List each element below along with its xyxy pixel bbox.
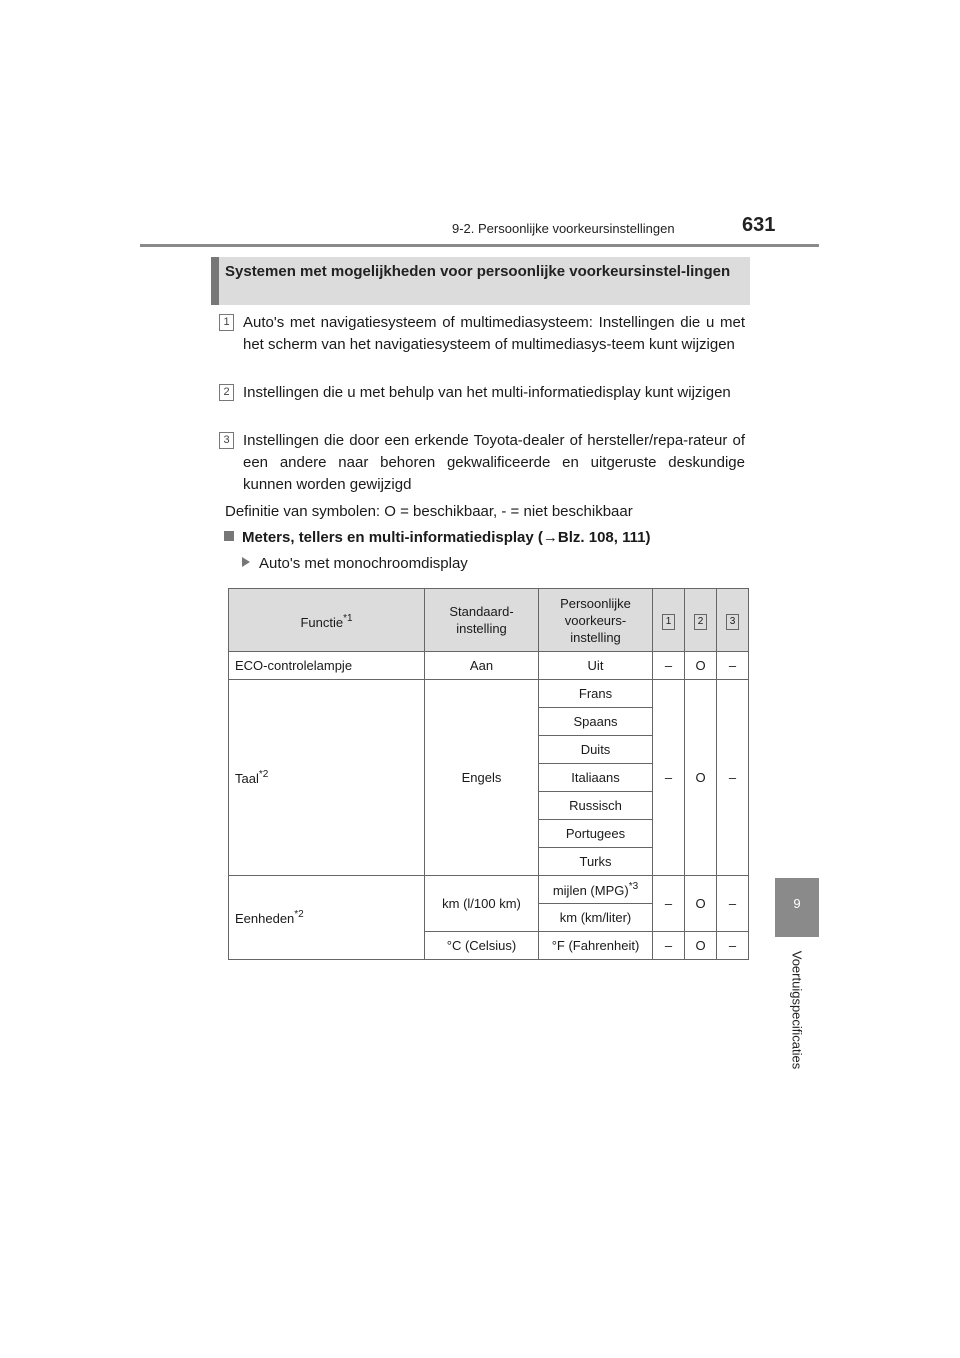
- item-2-text: Instellingen die u met behulp van het multi-informatiedisplay kunt wijzigen: [243, 384, 731, 401]
- table-row: [229, 680, 749, 708]
- page-number: 631: [742, 214, 776, 236]
- cell-eco-c2: O: [685, 652, 717, 680]
- header-rule: [140, 244, 819, 247]
- chapter-tab-number: 9: [793, 896, 801, 911]
- subitem-monochrome: [242, 555, 468, 572]
- cell-taal-option: Turks: [539, 848, 653, 876]
- footnote-1: *1: [343, 612, 353, 624]
- cell-taal-option: Portugees: [539, 820, 653, 848]
- cell-eenheden-function: Eenheden$^{*2}$: [229, 876, 425, 960]
- cell-taal-option: Duits: [539, 736, 653, 764]
- header-section-title: 9-2. Persoonlijke voorkeursinstellingen: [452, 221, 675, 236]
- item-1-marker: 1: [219, 314, 234, 331]
- cell-temp-c1: –: [653, 932, 685, 960]
- footnote-2: *2: [258, 769, 269, 780]
- cell-eco-c3: –: [717, 652, 749, 680]
- cell-taal-c1: –: [653, 680, 685, 876]
- cell-taal-c2: O: [685, 680, 717, 876]
- cell-eco-custom: Uit: [539, 652, 653, 680]
- square-bullet-icon: [224, 531, 234, 541]
- header-custom: Persoonlijke voorkeurs-instelling: [539, 589, 653, 652]
- cell-distance-c2: O: [685, 876, 717, 932]
- item-1-text: Auto's met navigatiesysteem of multimediasysteem: Instellingen die u met het scherm van het navigatiesysteem of multimediasys-teem kunt wijzigen: [243, 314, 745, 353]
- cell-taal-option: Russisch: [539, 792, 653, 820]
- cell-distance-default: km (l/100 km): [425, 876, 539, 932]
- triangle-bullet-icon: [242, 557, 250, 567]
- header-col-3: [717, 589, 749, 652]
- table-row: [229, 652, 749, 680]
- footnote-3: *3: [628, 881, 639, 892]
- col-3-marker: 3: [726, 614, 739, 630]
- header-function: Functie$^{*1}$: [229, 589, 425, 652]
- cell-temp-c3: –: [717, 932, 749, 960]
- cell-taal-default: Engels: [425, 680, 539, 876]
- cell-temp-default: °C (Celsius): [425, 932, 539, 960]
- cell-temp-option: °F (Fahrenheit): [539, 932, 653, 960]
- table-row: [229, 876, 749, 904]
- cell-taal-function: Taal$^{*2}$: [229, 680, 425, 876]
- cell-eco-default: Aan: [425, 652, 539, 680]
- section-heading-bar: [211, 257, 219, 305]
- cell-eco-function: ECO-controlelampje: [229, 652, 425, 680]
- header-col-2: [685, 589, 717, 652]
- cell-taal-option: Italiaans: [539, 764, 653, 792]
- table-header-row: [229, 589, 749, 652]
- cell-taal-option: Frans: [539, 680, 653, 708]
- cell-eco-c1: –: [653, 652, 685, 680]
- header-col-1: [653, 589, 685, 652]
- item-3-text: Instellingen die door een erkende Toyota-dealer of hersteller/repa-rateur of een andere naar behoren gekwalificeerde en uitgeruste deskundige kunnen worden gewijzigd: [243, 432, 745, 493]
- item-3-marker: 3: [219, 432, 234, 449]
- subitem-text: Auto's met monochroomdisplay: [259, 555, 468, 572]
- cell-distance-option: km (km/liter): [539, 904, 653, 932]
- symbol-definition: Definitie van symbolen: O = beschikbaar, - = niet beschikbaar: [225, 503, 633, 520]
- subheading-text: Meters, tellers en multi-informatiedisplay (→Blz. 108, 111): [242, 529, 651, 546]
- item-2-marker: 2: [219, 384, 234, 401]
- chapter-tab-label: Voertuigspecificaties: [789, 950, 805, 1070]
- settings-table: [228, 588, 749, 960]
- cell-taal-c3: –: [717, 680, 749, 876]
- section-heading-title: Systemen met mogelijkheden voor persoonlijke voorkeursinstel-lingen: [225, 263, 731, 280]
- section-heading-box: [211, 257, 750, 305]
- cell-distance-option: mijlen (MPG)$^{*3}$: [539, 876, 653, 904]
- subheading-meters: [224, 529, 650, 546]
- col-2-marker: 2: [694, 614, 707, 630]
- cell-taal-option: Spaans: [539, 708, 653, 736]
- col-1-marker: 1: [662, 614, 675, 630]
- header-default: Standaard-instelling: [425, 589, 539, 652]
- cell-distance-c3: –: [717, 876, 749, 932]
- cell-distance-c1: –: [653, 876, 685, 932]
- footnote-2: *2: [294, 909, 304, 920]
- cell-temp-c2: O: [685, 932, 717, 960]
